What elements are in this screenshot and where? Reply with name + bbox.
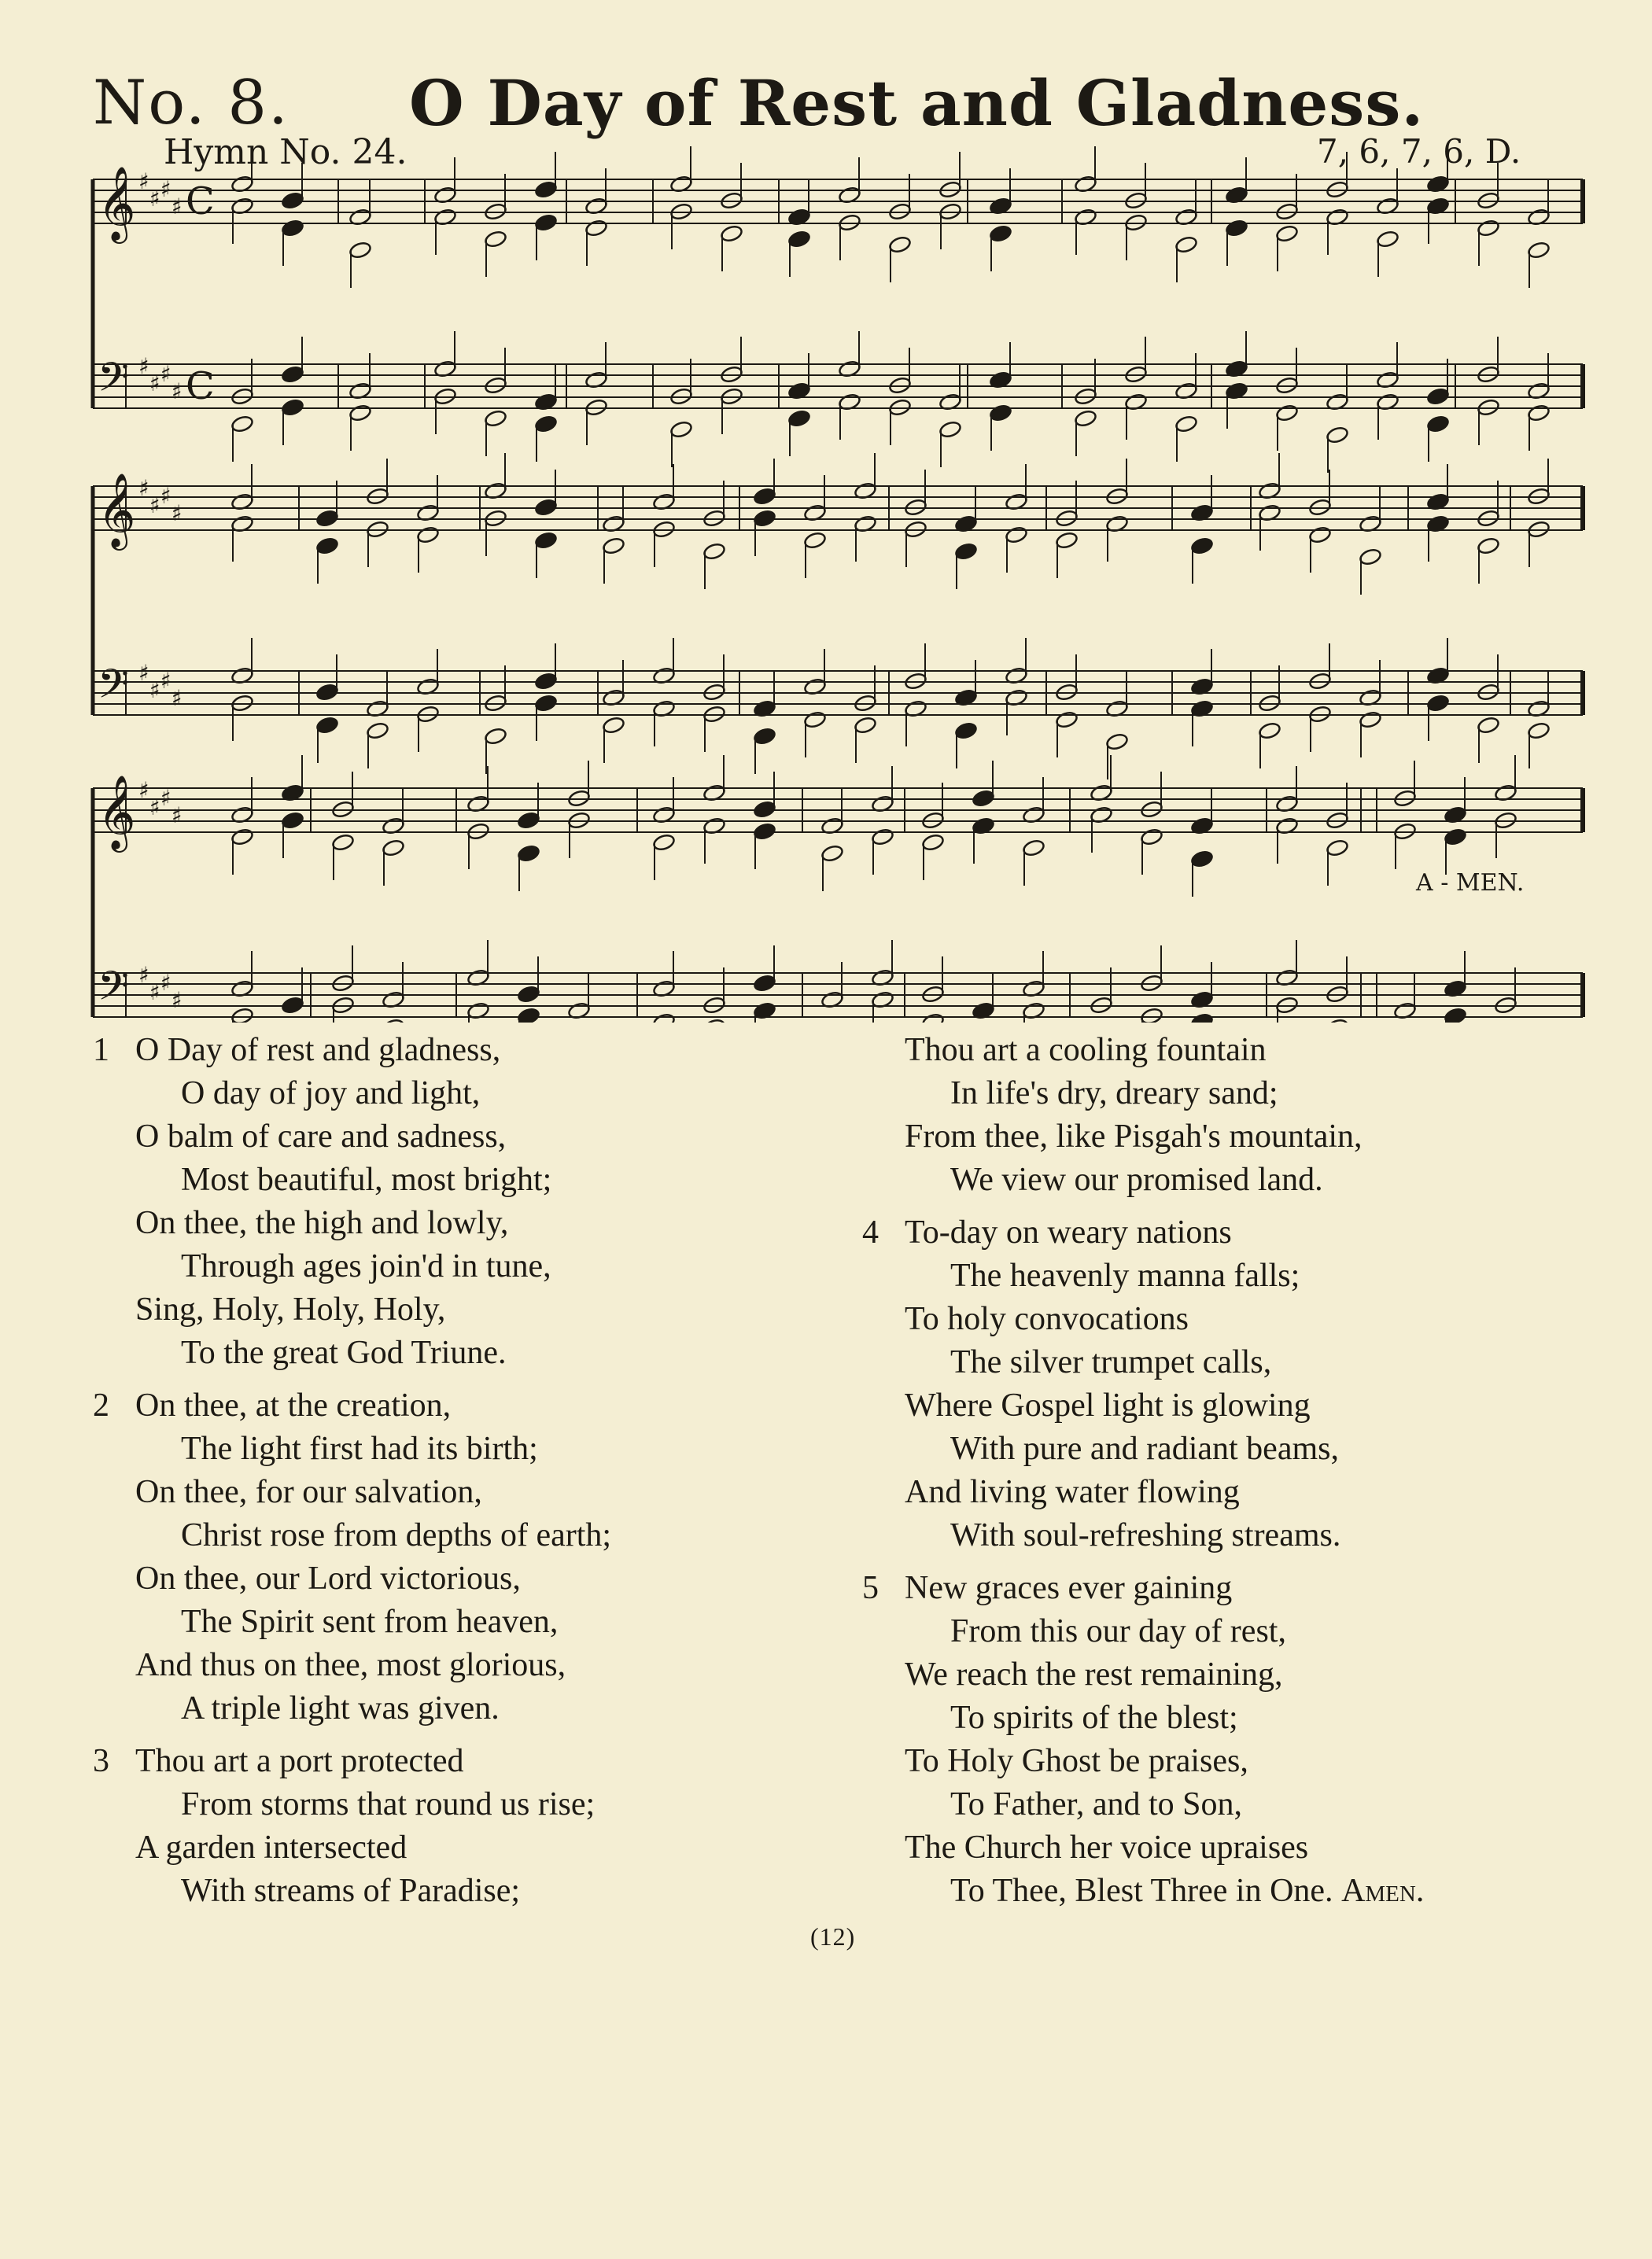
- note-head: [1074, 409, 1097, 428]
- note-head: [1275, 404, 1299, 422]
- verse-line-text: The heavenly manna falls;: [950, 1258, 1300, 1294]
- bass-clef-icon: 𝄢: [98, 962, 129, 1019]
- note-head: [1190, 849, 1214, 868]
- verse-line: [135, 1332, 843, 1375]
- note-head: [753, 727, 776, 746]
- note-head: [1326, 426, 1349, 444]
- note-head: [702, 542, 726, 561]
- sharp-icon: ♯: [149, 370, 160, 396]
- verse-line-text: From storms that round us rise;: [181, 1786, 596, 1822]
- note-head: [366, 721, 389, 740]
- verse-line-text: To Father, and to Son,: [950, 1786, 1243, 1822]
- note-head: [753, 509, 776, 528]
- verse-line-text: To spirits of the blest;: [950, 1700, 1238, 1736]
- sharp-icon: ♯: [160, 668, 171, 694]
- verse-line-text: On thee, our Lord victorious,: [135, 1561, 521, 1597]
- note-head: [1359, 710, 1382, 729]
- note-head: [1174, 235, 1198, 254]
- note-head: [281, 191, 304, 210]
- note-head: [517, 844, 540, 863]
- verse-line: [905, 1159, 1613, 1202]
- verse-line-text: And thus on thee, most glorious,: [135, 1647, 566, 1683]
- verse-line-text: With streams of Paradise;: [181, 1873, 521, 1909]
- note-head: [1426, 387, 1450, 406]
- verse-line-text: Christ rose from depths of earth;: [181, 1517, 612, 1553]
- note-head: [331, 833, 355, 852]
- note-head: [1527, 241, 1551, 260]
- verse-line-text: On thee, the high and lowly,: [135, 1205, 509, 1241]
- note-head: [1326, 1018, 1349, 1023]
- verse: [862, 1567, 1613, 1913]
- bass-clef-icon: 𝄢: [98, 353, 129, 411]
- note-head: [1308, 525, 1332, 544]
- note-head: [534, 180, 558, 199]
- verse-line: [905, 1072, 1613, 1115]
- verse-line: [905, 1341, 1613, 1384]
- verse-line-text: Where Gospel light is glowing: [905, 1387, 1311, 1424]
- common-time-icon: C: [186, 179, 215, 223]
- verse-line: [135, 1471, 843, 1514]
- verse: [862, 1211, 1613, 1557]
- note-head: [1005, 525, 1028, 544]
- note-head: [230, 827, 254, 846]
- note-head: [230, 1007, 254, 1023]
- note-head: [787, 230, 811, 249]
- note-head: [484, 409, 507, 428]
- verse-number: 4: [862, 1214, 879, 1251]
- note-head: [938, 420, 962, 439]
- treble-clef-icon: 𝄞: [98, 473, 136, 547]
- verse-line-text: With pure and radiant beams,: [950, 1431, 1339, 1467]
- verse-line: [905, 1115, 1613, 1159]
- verse-line: [135, 1644, 843, 1687]
- note-head: [534, 498, 558, 517]
- verse-line-text: O Day of rest and gladness,: [135, 1032, 501, 1068]
- note-head: [348, 404, 372, 422]
- note-head: [281, 996, 304, 1015]
- verse-line-text: O day of joy and light,: [181, 1075, 481, 1111]
- hymn-number: No. 8.: [93, 68, 289, 138]
- note-head: [669, 420, 693, 439]
- note-head: [416, 525, 440, 544]
- verse-line: [905, 1298, 1613, 1341]
- note-head: [787, 409, 811, 428]
- note-head: [281, 398, 304, 417]
- sharp-icon: ♯: [171, 378, 183, 404]
- note-head: [753, 487, 776, 506]
- note-head: [753, 822, 776, 841]
- music-score: [0, 0, 1652, 1023]
- note-head: [281, 811, 304, 830]
- sharp-icon: ♯: [138, 962, 149, 988]
- note-head: [888, 235, 912, 254]
- verse-line: [905, 1610, 1613, 1653]
- note-head: [753, 974, 776, 993]
- note-head: [315, 509, 339, 528]
- verse-number: 5: [862, 1570, 879, 1606]
- verse-line-text: To the great God Triune.: [181, 1335, 507, 1371]
- note-head: [702, 1018, 726, 1023]
- verse-line: [905, 1740, 1613, 1783]
- verse-line-text: Thou art a cooling fountain: [905, 1032, 1267, 1068]
- verse-line-text: To Holy Ghost be praises,: [905, 1743, 1248, 1779]
- note-head: [602, 536, 625, 555]
- verse: [93, 1384, 843, 1730]
- verse: [93, 1740, 843, 1913]
- note-head: [584, 219, 608, 238]
- verses-column-right: [862, 1029, 1613, 1922]
- verse-line: [135, 1428, 843, 1471]
- staff-systems: [93, 146, 1583, 1023]
- note-head: [1326, 838, 1349, 857]
- verse-line: [93, 1029, 843, 1072]
- verse-line-text: To holy convocations: [905, 1301, 1189, 1337]
- note-head: [1444, 827, 1467, 846]
- note-head: [854, 716, 877, 735]
- note-head: [534, 415, 558, 433]
- verse-line: [905, 1428, 1613, 1471]
- verse-line: [135, 1870, 843, 1913]
- note-head: [720, 224, 743, 243]
- note-head: [1477, 716, 1500, 735]
- verse-line: [905, 1826, 1613, 1870]
- verse-line: [135, 1115, 843, 1159]
- note-head: [871, 827, 894, 846]
- sharp-icon: ♯: [160, 970, 171, 996]
- note-head: [230, 415, 254, 433]
- note-head: [1477, 536, 1500, 555]
- verse-line: [93, 1740, 843, 1783]
- note-head: [1426, 415, 1450, 433]
- verse-line: [905, 1653, 1613, 1697]
- verse-line: [905, 1029, 1613, 1072]
- note-head: [1359, 547, 1382, 566]
- verse-line-text: On thee, for our salvation,: [135, 1474, 482, 1510]
- verse-line: [135, 1202, 843, 1245]
- sharp-icon: ♯: [149, 492, 160, 518]
- sharp-icon: ♯: [138, 475, 149, 501]
- verse-number: 1: [93, 1032, 109, 1068]
- note-head: [1055, 531, 1079, 550]
- verse-line-text: From this our day of rest,: [950, 1613, 1286, 1649]
- verse-line: [905, 1255, 1613, 1298]
- sharp-icon: ♯: [149, 794, 160, 820]
- note-head: [382, 838, 405, 857]
- verse-line-text: With soul-refreshing streams.: [950, 1517, 1341, 1553]
- sharp-icon: ♯: [138, 660, 149, 686]
- note-head: [1174, 415, 1198, 433]
- sharp-icon: ♯: [160, 176, 171, 202]
- note-head: [1022, 838, 1045, 857]
- verse-line: [93, 1384, 843, 1428]
- note-head: [803, 531, 827, 550]
- note-head: [1258, 721, 1281, 740]
- verse-line-text: Thou art a port protected: [135, 1743, 464, 1779]
- verse-line-text: The silver trumpet calls,: [950, 1344, 1272, 1380]
- note-head: [753, 800, 776, 819]
- verse-line: [135, 1514, 843, 1557]
- verse-line-text: And living water flowing: [905, 1474, 1240, 1510]
- sharp-icon: ♯: [149, 979, 160, 1005]
- verse-line-text: To-day on weary nations: [905, 1214, 1232, 1251]
- sharp-icon: ♯: [160, 483, 171, 509]
- verse-line: [135, 1159, 843, 1202]
- note-head: [1426, 694, 1450, 713]
- verse-line-text: Most beautiful, most bright;: [181, 1162, 552, 1198]
- verse-number: 2: [93, 1387, 109, 1424]
- note-head: [1055, 710, 1079, 729]
- sharp-icon: ♯: [138, 168, 149, 194]
- note-head: [1527, 404, 1551, 422]
- sharp-icon: ♯: [171, 987, 183, 1013]
- verse-line-text: The Spirit sent from heaven,: [181, 1604, 559, 1640]
- sharp-icon: ♯: [138, 777, 149, 803]
- verse-line-text: We reach the rest remaining,: [905, 1656, 1283, 1693]
- note-head: [989, 404, 1012, 422]
- note-head: [1527, 721, 1551, 740]
- verse-line-text: To Thee, Blest Three in One.: [950, 1873, 1333, 1909]
- verse-line-text: A triple light was given.: [181, 1690, 500, 1726]
- verse-line-text: We view our promised land.: [950, 1162, 1323, 1198]
- note-head: [602, 716, 625, 735]
- verse-line: [135, 1601, 843, 1644]
- note-head: [484, 230, 507, 249]
- verse-line-text: Through ages join'd in tune,: [181, 1248, 551, 1284]
- sharp-icon: ♯: [171, 193, 183, 219]
- note-head: [954, 721, 978, 740]
- verse-line: [135, 1557, 843, 1601]
- verse-line: [862, 1211, 1613, 1255]
- verse-line: [135, 1288, 843, 1332]
- sharp-icon: ♯: [171, 685, 183, 711]
- verse-line-text: From thee, like Pisgah's mountain,: [905, 1118, 1363, 1155]
- note-head: [1140, 827, 1163, 846]
- note-head: [315, 683, 339, 702]
- note-head: [1225, 219, 1248, 238]
- bass-clef-icon: 𝄢: [98, 660, 129, 717]
- note-head: [517, 985, 540, 1004]
- note-head: [954, 542, 978, 561]
- note-head: [972, 789, 995, 808]
- common-time-icon: C: [186, 364, 215, 408]
- note-head: [989, 224, 1012, 243]
- amen-ending: Amen.: [1341, 1873, 1425, 1909]
- note-head: [382, 1018, 405, 1023]
- page-number: (12): [810, 1922, 856, 1951]
- note-head: [534, 213, 558, 232]
- note-head: [1140, 1007, 1163, 1023]
- treble-clef-icon: 𝄞: [98, 166, 136, 241]
- verse-line-text: The Church her voice upraises: [905, 1830, 1309, 1866]
- note-head: [652, 833, 676, 852]
- note-head: [1376, 230, 1399, 249]
- hymn-meter: 7, 6, 7, 6, D.: [1317, 132, 1521, 171]
- verse-line-text: A garden intersected: [135, 1830, 407, 1866]
- verse-line: [135, 1687, 843, 1730]
- hymn-reference: Hymn No. 24.: [164, 132, 407, 172]
- verse-line: [135, 1783, 843, 1826]
- sharp-icon: ♯: [171, 500, 183, 526]
- note-head: [517, 811, 540, 830]
- note-head: [1275, 224, 1299, 243]
- sharp-icon: ♯: [149, 677, 160, 703]
- treble-clef-icon: 𝄞: [98, 775, 136, 849]
- verse-line-text: In life's dry, dreary sand;: [950, 1075, 1278, 1111]
- note-head: [281, 365, 304, 384]
- verse-line: [905, 1783, 1613, 1826]
- hymn-title: O Day of Rest and Gladness.: [409, 66, 1425, 140]
- note-head: [1190, 536, 1214, 555]
- verse-line-text: New graces ever gaining: [905, 1570, 1233, 1606]
- verse-line: [862, 1567, 1613, 1610]
- verse-line-text: On thee, at the creation,: [135, 1387, 452, 1424]
- verse-line: [135, 1245, 843, 1288]
- sharp-icon: ♯: [160, 361, 171, 387]
- verse-line: [905, 1870, 1613, 1913]
- verse-line: [905, 1514, 1613, 1557]
- sharp-icon: ♯: [138, 353, 149, 379]
- sharp-icon: ♯: [160, 785, 171, 811]
- verse-line-text: O balm of care and sadness,: [135, 1118, 507, 1155]
- note-head: [1477, 219, 1500, 238]
- verse: [93, 1029, 843, 1375]
- verse-line: [135, 1072, 843, 1115]
- note-head: [281, 219, 304, 238]
- note-head: [534, 672, 558, 691]
- note-head: [820, 844, 844, 863]
- note-head: [348, 241, 372, 260]
- note-head: [315, 716, 339, 735]
- verse: [905, 1029, 1613, 1202]
- verse-line: [135, 1826, 843, 1870]
- amen-label: A - MEN.: [1416, 869, 1525, 897]
- note-head: [921, 833, 945, 852]
- verse-line: [905, 1471, 1613, 1514]
- note-head: [534, 694, 558, 713]
- note-head: [1444, 1007, 1467, 1023]
- sharp-icon: ♯: [171, 802, 183, 828]
- note-head: [1105, 732, 1129, 751]
- note-head: [484, 727, 507, 746]
- verse-number: 3: [93, 1743, 109, 1779]
- verse-line-text: Sing, Holy, Holy, Holy,: [135, 1292, 446, 1328]
- verses-column-left: [93, 1029, 843, 1922]
- note-head: [534, 531, 558, 550]
- sharp-icon: ♯: [149, 186, 160, 212]
- note-head: [517, 1007, 540, 1023]
- verse-line: [905, 1697, 1613, 1740]
- note-head: [803, 710, 827, 729]
- verse-line-text: The light first had its birth;: [181, 1431, 538, 1467]
- note-head: [315, 536, 339, 555]
- verse-line: [905, 1384, 1613, 1428]
